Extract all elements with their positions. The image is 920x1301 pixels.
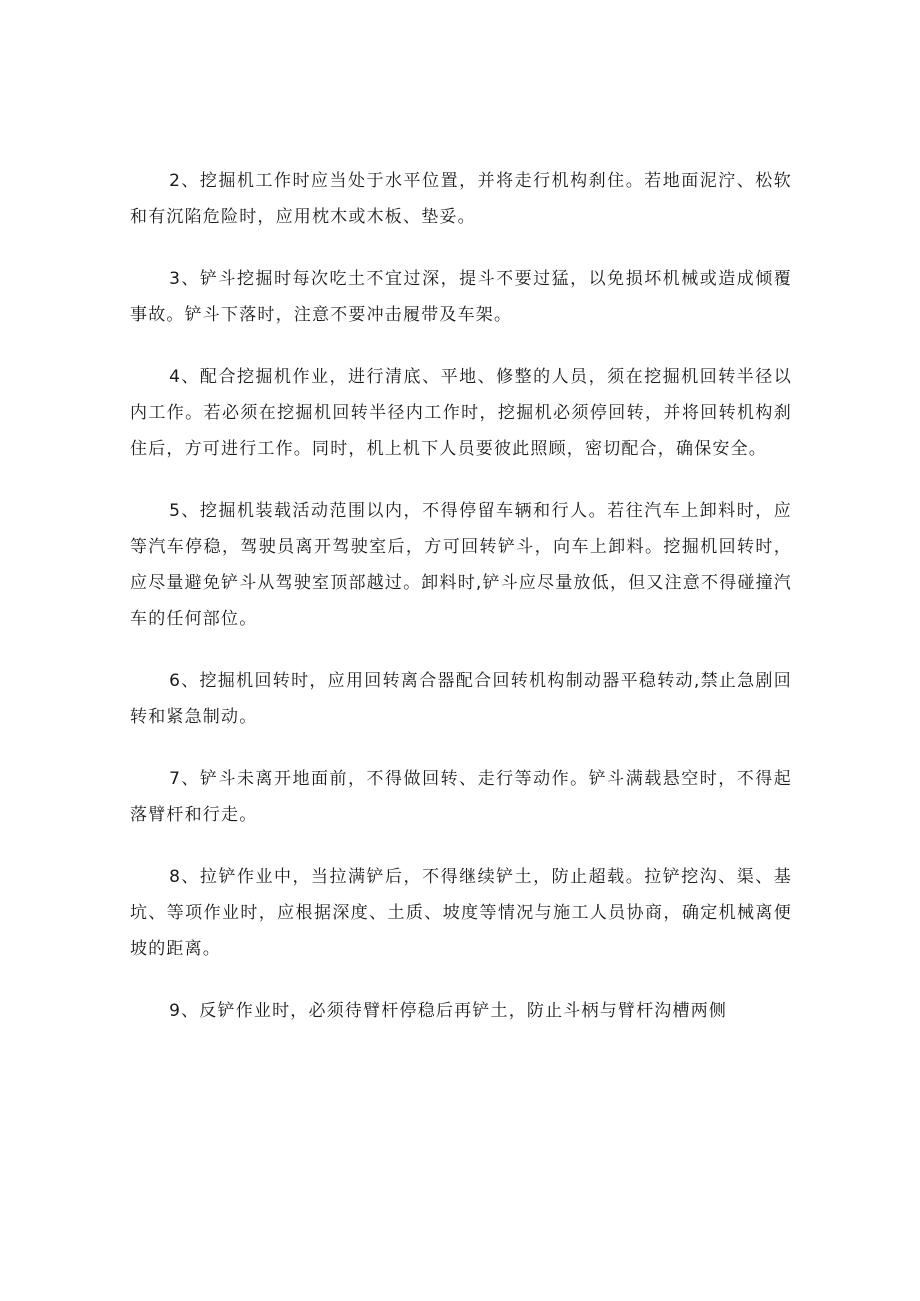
paragraph-item-5: 5、挖掘机装载活动范围以内，不得停留车辆和行人。若往汽车上卸料时，应等汽车停稳，驾驶员离开驾驶室后，方可回转铲斗，向车上卸料。挖掘机回转时，应尽量避免铲斗从驾驶室顶部越过。卸料时,铲斗应尽量放低，但又注意不得碰撞汽车的任何部位。 — [130, 501, 792, 629]
paragraph-item-4: 4、配合挖掘机作业，进行清底、平地、修整的人员，须在挖掘机回转半径以内工作。若必须在挖掘机回转半径内工作时，挖掘机必须停回转，并将回转机构刹住后，方可进行工作。同时，机上机下人员要彼此照顾，密切配合，确保安全。 — [130, 367, 792, 459]
paragraph-item-6: 6、挖掘机回转时，应用回转离合器配合回转机构制动器平稳转动,禁止急剧回转和紧急制动。 — [130, 671, 792, 727]
paragraph-item-9: 9、反铲作业时，必须待臂杆停稳后再铲土，防止斗柄与臂杆沟槽两侧 — [169, 1001, 728, 1021]
paragraph-item-2: 2、挖掘机工作时应当处于水平位置，并将走行机构刹住。若地面泥泞、松软和有沉陷危险时，应用枕木或木板、垫妥。 — [130, 171, 792, 227]
paragraph-item-7: 7、铲斗未离开地面前，不得做回转、走行等动作。铲斗满载悬空时，不得起落臂杆和行走。 — [130, 769, 792, 825]
document-body — [130, 163, 792, 1055]
paragraph-item-8: 8、拉铲作业中，当拉满铲后，不得继续铲土，防止超载。拉铲挖沟、渠、基坑、等项作业时，应根据深度、土质、坡度等情况与施工人员协商，确定机械离便坡的距离。 — [130, 867, 792, 959]
paragraph-item-3: 3、铲斗挖掘时每次吃土不宜过深，提斗不要过猛，以免损坏机械或造成倾覆事故。铲斗下落时，注意不要冲击履带及车架。 — [130, 269, 792, 325]
